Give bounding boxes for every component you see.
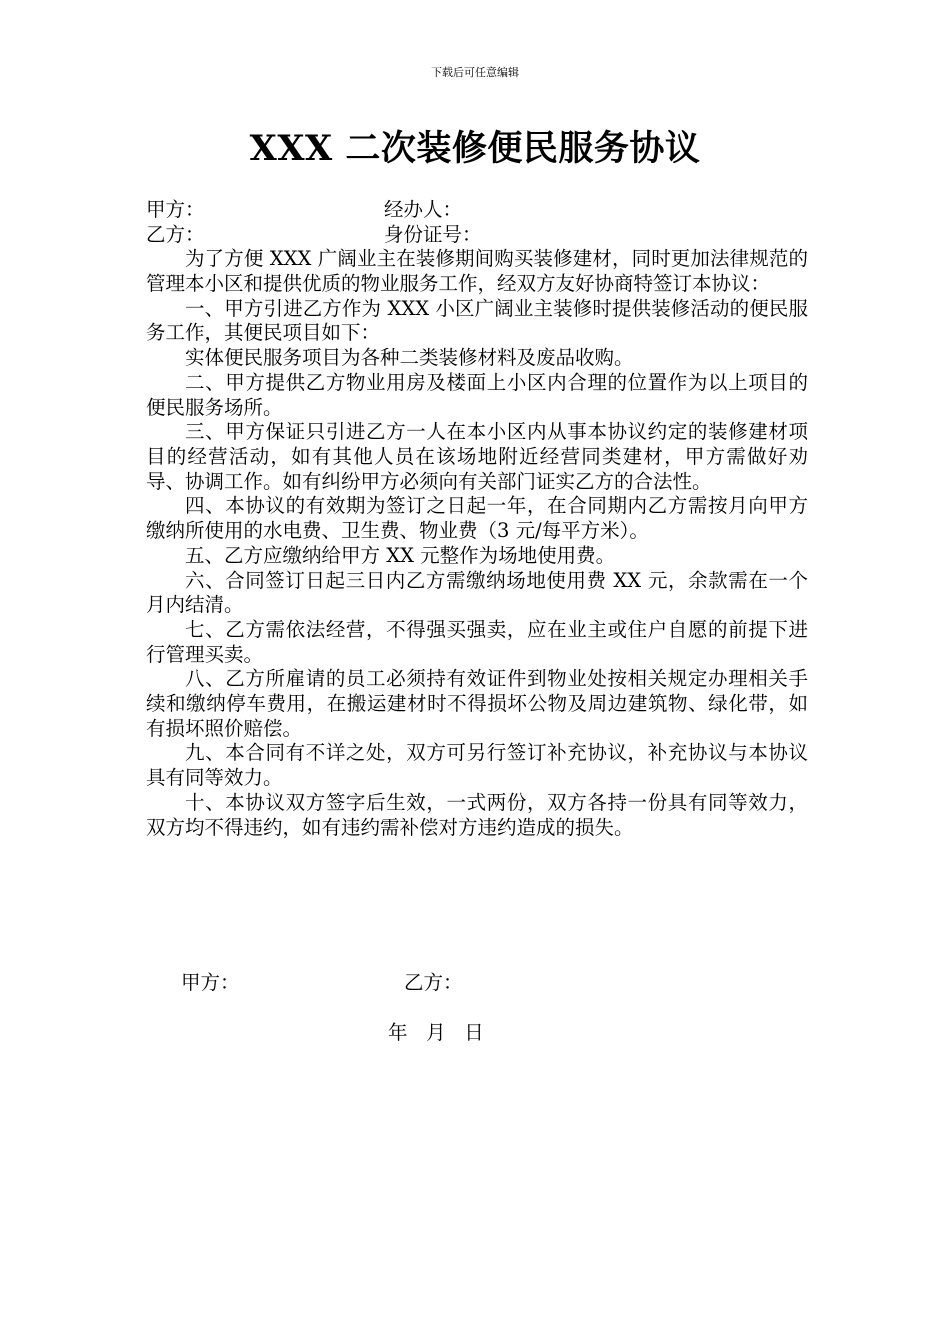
page-header-note: 下载后可任意编辑 xyxy=(431,66,519,79)
signature-party-b: 乙方： xyxy=(404,971,463,994)
party-b-label: 乙方： xyxy=(146,222,205,246)
paragraph-clause-5: 五、乙方应缴纳给甲方 XX 元整作为场地使用费。 xyxy=(185,543,616,567)
paragraph-clause-10: 十、本协议双方签字后生效，一式两份，双方各持一份具有同等效力，双方均不得违约，如有违约需补偿对方违约造成的损失。 xyxy=(146,790,808,839)
paragraph-clause-4: 四、本协议的有效期为签订之日起一年，在合同期内乙方需按月向甲方缴纳所使用的水电费、卫生费、物业费（3 元/每平方米）。 xyxy=(146,494,808,543)
signature-date: 年 月 日 xyxy=(388,1021,484,1044)
id-number-label: 身份证号： xyxy=(384,222,482,246)
paragraph-clause-9: 九、本合同有不详之处，双方可另行签订补充协议，补充协议与本协议具有同等效力。 xyxy=(146,741,808,790)
party-b-line xyxy=(146,223,808,248)
paragraph-clause-8: 八、乙方所雇请的员工必须持有效证件到物业处按相关规定办理相关手续和缴纳停车费用，在搬运建材时不得损坏公物及周边建筑物、绿化带，如有损坏照价赔偿。 xyxy=(146,667,808,740)
agent-label: 经办人： xyxy=(384,198,463,221)
paragraph-clause-6: 六、合同签订日起三日内乙方需缴纳场地使用费 XX 元，余款需在一个月内结清。 xyxy=(146,568,808,617)
party-a-label: 甲方： xyxy=(146,198,205,221)
signature-party-a: 甲方： xyxy=(181,971,240,994)
paragraph-clause-2: 二、甲方提供乙方物业用房及楼面上小区内合理的位置作为以上项目的便民服务场所。 xyxy=(146,370,808,419)
paragraph-service-items: 实体便民服务项目为各种二类装修材料及废品收购。 xyxy=(185,346,634,370)
paragraph-clause-1: 一、甲方引进乙方作为 XXX 小区广阔业主装修时提供装修活动的便民服务工作，其便民项目如下： xyxy=(146,296,808,345)
document-title: XXX 二次装修便民服务协议 xyxy=(249,128,701,169)
party-a-line xyxy=(146,198,808,223)
paragraph-clause-3: 三、甲方保证只引进乙方一人在本小区内从事本协议约定的装修建材项目的经营活动，如有其他人员在该场地附近经营同类建材，甲方需做好劝导、协调工作。如有纠纷甲方必须向有关部门证实乙方的合法性。 xyxy=(146,420,808,493)
paragraph-clause-7: 七、乙方需依法经营，不得强买强卖，应在业主或住户自愿的前提下进行管理买卖。 xyxy=(146,617,808,666)
paragraph-preamble: 为了方便 XXX 广阔业主在装修期间购买装修建材，同时更加法律规范的管理本小区和提供优质的物业服务工作，经双方友好协商特签订本协议： xyxy=(146,247,808,296)
agreement-body xyxy=(146,198,808,840)
